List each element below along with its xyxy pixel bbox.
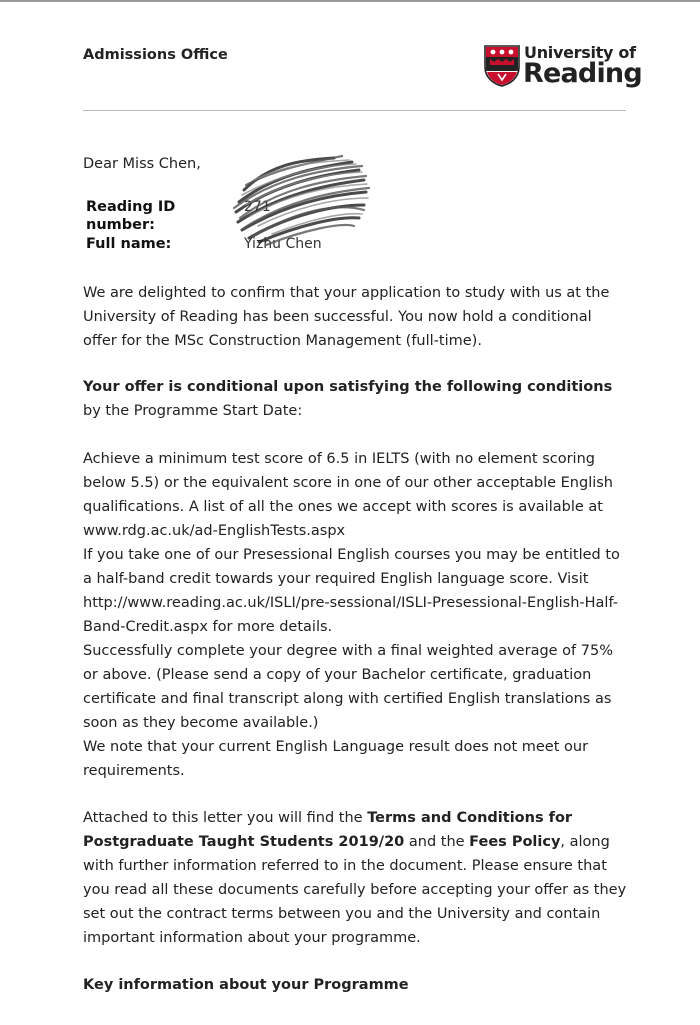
conditions-list (83, 447, 628, 783)
shield-icon (484, 45, 520, 87)
condition-presessional: If you take one of our Presessional English courses you may be entitled to a half-band credit towards your required English language score. Visit http://www.reading.ac.uk/ISLI/pre-sessional/ISLI-Presessional-English-Half-Band-Credit.aspx for more details. (83, 547, 620, 635)
reading-id-label: Reading ID number: (86, 199, 176, 233)
condition-ielts: Achieve a minimum test score of 6.5 in IELTS (with no element scoring below 5.5) or the equivalent score in one of our other acceptable English qualifications. A list of all the ones we accept with scores is available at www.rdg.ac.uk/ad-EnglishTests.aspx (83, 451, 614, 539)
full-name-label: Full name: (86, 236, 172, 252)
logo-text-university: University of (524, 43, 636, 62)
fees-policy: Fees Policy (469, 834, 561, 850)
top-border (0, 0, 700, 2)
attached-intro: Attached to this letter you will find the (83, 810, 368, 826)
attached-mid: and the (404, 834, 470, 850)
logo-text-reading: Reading (523, 58, 642, 89)
salutation: Dear Miss Chen, (83, 156, 201, 172)
university-logo (484, 43, 642, 91)
header-divider (83, 110, 626, 111)
terms-and-conditions: Terms and Conditions for Postgraduate Taught Students 2019/20 (83, 810, 573, 850)
paragraph-offer: We are delighted to confirm that your application to study with us at the University of Reading has been successful. You now hold a conditional offer for the MSc Construction Management (full-time). (83, 285, 610, 349)
conditions-tail: by the Programme Start Date: (83, 403, 303, 419)
attached-rest: , along with further information referred to in the document. Please ensure that you read all these documents carefully before accepting your offer as they set out the contract terms between you and the University and contain important information about your programme. (83, 834, 627, 946)
condition-english-note: We note that your current English Language result does not meet our requirements. (83, 739, 589, 779)
office-name: Admissions Office (83, 47, 228, 63)
conditions-heading: Your offer is conditional upon satisfying the following conditions (83, 379, 613, 395)
full-name-value: Yizhu Chen (244, 236, 322, 252)
paragraph-attachments (83, 806, 628, 950)
condition-degree: Successfully complete your degree with a final weighted average of 75% or above. (Please send a copy of your Bachelor certificate, graduation certificate and final transcript along with certified English translations as soon as they become available.) (83, 643, 614, 731)
reading-id-value: 271 (244, 199, 271, 215)
paragraph-conditions-intro (83, 375, 628, 423)
key-information-heading: Key information about your Programme (83, 977, 409, 993)
redaction-scribble (224, 150, 374, 255)
